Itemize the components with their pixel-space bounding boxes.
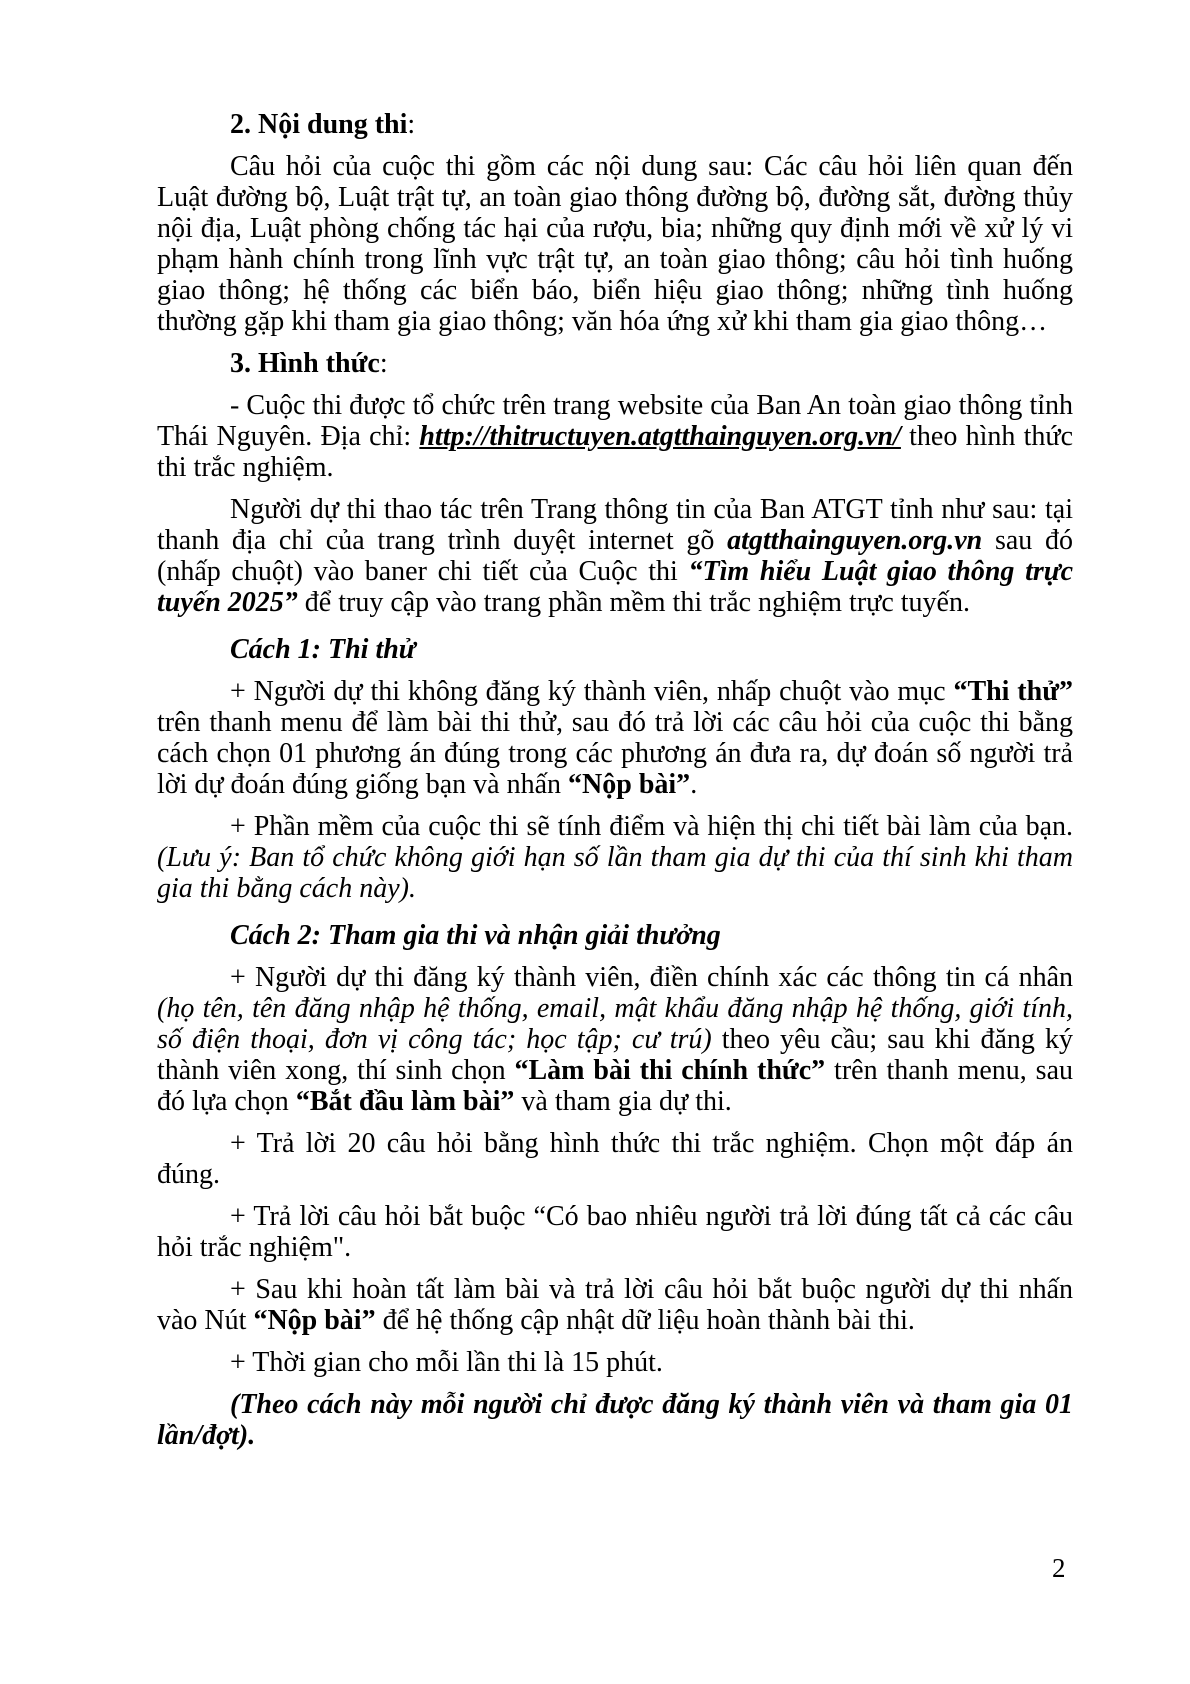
heading-hinh-thuc-label: 3. Hình thức: [230, 348, 380, 379]
menu-thi-thu-label: “Thi thử”: [953, 676, 1073, 707]
site-domain-text: atgtthainguyen.org.vn: [727, 525, 983, 556]
heading-cach-2-label: Cách 2: Tham gia thi và nhận giải thưởng: [230, 920, 721, 951]
paragraph-noi-dung-thi: [157, 151, 1073, 337]
paragraph-cach-1-step-1-text-2: trên thanh menu để làm bài thi thử, sau đó trả lời các câu hỏi của cuộc thi bằng cách chọn 01 phương án đúng trong các phương án đưa ra, dự đoán số người trả lời dự đoán đúng giống bạn và nhấn: [157, 707, 1073, 800]
heading-cach-2: [157, 920, 1073, 951]
paragraph-thoi-gian-text: + Thời gian cho mỗi lần thi là 15 phút.: [230, 1347, 663, 1378]
paragraph-hoan-tat: [157, 1274, 1073, 1336]
paragraph-theo-cach-note-text: (Theo cách này mỗi người chỉ được đăng ký thành viên và tham gia 01 lần/đợt).: [157, 1389, 1073, 1451]
heading-noi-dung-thi: [157, 109, 1073, 140]
paragraph-thao-tac-text-3: để truy cập vào trang phần mềm thi trắc nghiệm trực tuyến.: [297, 587, 970, 618]
paragraph-cach-1-step-1: [157, 676, 1073, 800]
paragraph-theo-cach-note: [157, 1389, 1073, 1451]
paragraph-website-text-1: - Cuộc thi được tổ chức trên trang website của Ban An toàn giao thông tỉnh Thái Nguyên. Địa chỉ:: [157, 390, 1073, 452]
paragraph-cach-2-step-1-text-1: + Người dự thi đăng ký thành viên, điền chính xác các thông tin cá nhân: [230, 962, 1073, 993]
heading-noi-dung-thi-colon: :: [407, 109, 416, 140]
paragraph-cach-1-step-2: [157, 811, 1073, 904]
paragraph-website-text-2: theo hình thức thi trắc nghiệm.: [157, 421, 1074, 483]
paragraph-tra-loi-20-text: + Trả lời 20 câu hỏi bằng hình thức thi trắc nghiệm. Chọn một đáp án đúng.: [157, 1128, 1073, 1190]
button-nop-bai-label: “Nộp bài”: [568, 769, 691, 800]
paragraph-thao-tac: [157, 494, 1073, 618]
paragraph-thao-tac-text-2: sau đó (nhấp chuột) vào baner chi tiết của Cuộc thi: [157, 525, 1073, 587]
paragraph-cau-hoi-bat-buoc-text: + Trả lời câu hỏi bắt buộc “Có bao nhiêu người trả lời đúng tất cả các câu hỏi trắc nghiệm".: [157, 1201, 1073, 1263]
paragraph-hoan-tat-text-2: để hệ thống cập nhật dữ liệu hoàn thành bài thi.: [375, 1305, 915, 1336]
paragraph-thoi-gian: [157, 1347, 1073, 1378]
document-body: [157, 103, 1073, 1462]
heading-hinh-thuc: [157, 348, 1073, 379]
button-nop-bai-label-2: “Nộp bài”: [253, 1305, 376, 1336]
contest-website-link[interactable]: http://thitructuyen.atgtthainguyen.org.vn/: [419, 421, 901, 452]
heading-cach-1: [157, 634, 1073, 665]
paragraph-cach-1-step-1-text-3: .: [690, 769, 698, 800]
paragraph-thao-tac-text-1: Người dự thi thao tác trên Trang thông tin của Ban ATGT tỉnh như sau: tại thanh địa chỉ của trang trình duyệt internet gõ: [157, 494, 1073, 556]
paragraph-tra-loi-20: [157, 1128, 1073, 1190]
heading-hinh-thuc-colon: :: [379, 348, 388, 379]
page-number: 2: [1052, 1553, 1066, 1583]
paragraph-cach-2-step-1-text-2: theo yêu cầu; sau khi đăng ký thành viên xong, thí sinh chọn: [157, 1024, 1073, 1086]
paragraph-cau-hoi-bat-buoc: [157, 1201, 1073, 1263]
paragraph-cach-2-step-1-text-3: trên thanh menu, sau đó lựa chọn: [157, 1055, 1073, 1117]
heading-noi-dung-thi-label: 2. Nội dung thi: [230, 109, 408, 140]
luu-y-note-text: (Lưu ý: Ban tổ chức không giới hạn số lần tham gia dự thi của thí sinh khi tham gia thi bằng cách này).: [157, 842, 1073, 904]
menu-lam-bai-chinh-thuc-label: “Làm bài thi chính thức”: [514, 1055, 826, 1086]
paragraph-cach-1-step-1-text-1: + Người dự thi không đăng ký thành viên, nhấp chuột vào mục: [230, 676, 954, 707]
button-bat-dau-lam-bai-label: “Bắt đầu làm bài”: [295, 1086, 515, 1117]
paragraph-hoan-tat-text-1: + Sau khi hoàn tất làm bài và trả lời câu hỏi bắt buộc người dự thi nhấn vào Nút: [157, 1274, 1073, 1336]
paragraph-cach-2-step-1: [157, 962, 1073, 1117]
personal-info-list-text: (họ tên, tên đăng nhập hệ thống, email, mật khẩu đăng nhập hệ thống, giới tính, số điện thoại, đơn vị công tác; học tập; cư trú): [157, 993, 1073, 1055]
paragraph-cach-1-step-2-text: + Phần mềm của cuộc thi sẽ tính điểm và hiện thị chi tiết bài làm của bạn.: [230, 811, 1073, 842]
paragraph-noi-dung-thi-text: Câu hỏi của cuộc thi gồm các nội dung sau: Các câu hỏi liên quan đến Luật đường bộ, Luật trật tự, an toàn giao thông đường bộ, đường sắt, đường thủy nội địa, Luật phòng chống tác hại của rượu, bia; những quy định mới về xử lý vi phạm hành chính trong lĩnh vực trật tự, an toàn giao thông; câu hỏi tình huống giao thông; hệ thống các biển báo, biển hiệu giao thông; những tình huống thường gặp khi tham gia giao thông; văn hóa ứng xử khi tham gia giao thông…: [157, 151, 1073, 337]
paragraph-cach-2-step-1-text-4: và tham gia dự thi.: [514, 1086, 732, 1117]
heading-cach-1-label: Cách 1: Thi thử: [230, 634, 416, 665]
paragraph-website: [157, 390, 1073, 483]
contest-name-text: “Tìm hiểu Luật giao thông trực tuyến 2025”: [157, 556, 1073, 618]
